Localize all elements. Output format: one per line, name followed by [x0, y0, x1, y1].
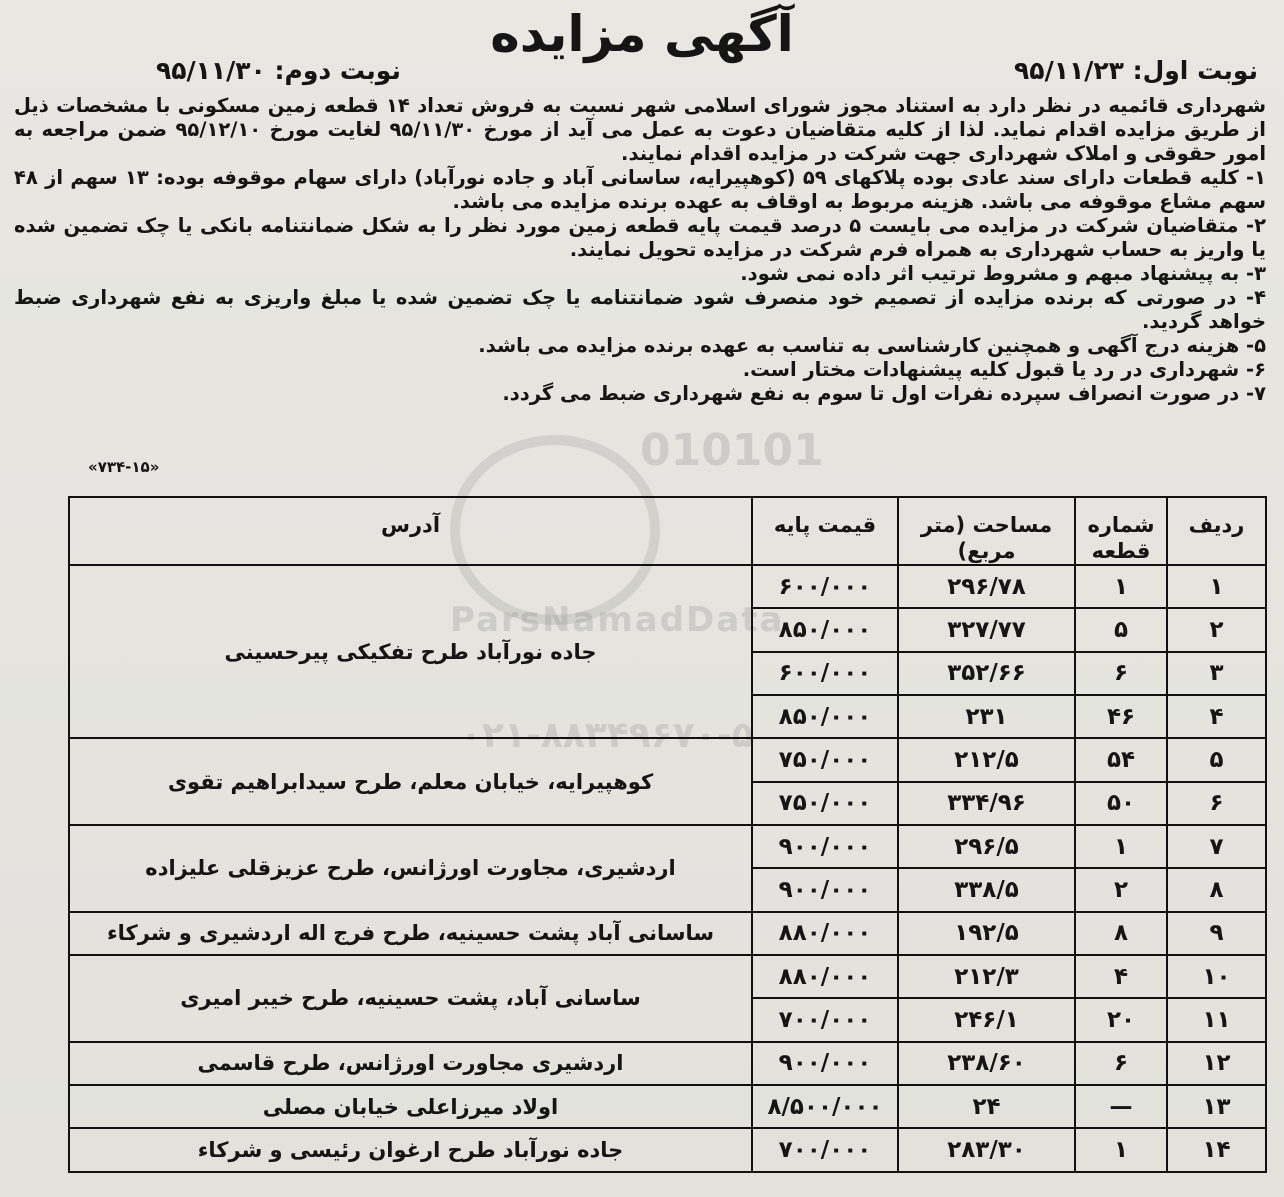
cell-area: ۲۴: [898, 1085, 1075, 1128]
cell-price: ۹۰۰/۰۰۰: [752, 825, 898, 868]
cell-address: جاده نورآباد طرح ارغوان رئیسی و شرکاء: [69, 1128, 752, 1172]
cell-price: ۸۸۰/۰۰۰: [752, 955, 898, 998]
table-row: [69, 1042, 1266, 1085]
cell-parcel: ۲: [1075, 868, 1167, 911]
cell-address: اولاد میرزاعلی خیابان مصلی: [69, 1085, 752, 1128]
cell-parcel: ۵۰: [1075, 782, 1167, 825]
cell-price: ۹۰۰/۰۰۰: [752, 1042, 898, 1085]
header-area: مساحت (متر مربع): [898, 497, 1075, 565]
cell-price: ۷۵۰/۰۰۰: [752, 782, 898, 825]
cell-radif: ۱۴: [1167, 1128, 1266, 1172]
cell-price: ۸۵۰/۰۰۰: [752, 608, 898, 651]
cell-radif: ۸: [1167, 868, 1266, 911]
cell-area: ۳۲۷/۷۷: [898, 608, 1075, 651]
cell-parcel: ۱: [1075, 825, 1167, 868]
header-address: آدرس: [69, 497, 752, 565]
cell-parcel: ۱: [1075, 1128, 1167, 1172]
cell-price: ۷۵۰/۰۰۰: [752, 738, 898, 781]
cell-parcel: ۱: [1075, 565, 1167, 608]
cell-price: ۷۰۰/۰۰۰: [752, 1128, 898, 1172]
header-base-price: قیمت پایه: [752, 497, 898, 565]
cell-area: ۲۹۶/۵: [898, 825, 1075, 868]
cell-parcel: ۴: [1075, 955, 1167, 998]
header-radif: ردیف: [1167, 497, 1266, 565]
first-publication-date: نوبت اول: ۹۵/۱۱/۲۳: [1014, 56, 1258, 85]
cell-radif: ۴: [1167, 695, 1266, 738]
table-row: [69, 912, 1266, 955]
second-publication-date: نوبت دوم: ۹۵/۱۱/۳۰: [156, 56, 401, 85]
cell-price: ۶۰۰/۰۰۰: [752, 565, 898, 608]
cell-radif: ۵: [1167, 738, 1266, 781]
condition-4: ۴- در صورتی که برنده مزایده از تصمیم خود منصرف شود ضمانتنامه یا چک تضمین شده یا مبلغ واریزی به نفع شهرداری ضبط خواهد گردید.: [14, 286, 1266, 333]
condition-2: ۲- متقاضیان شرکت در مزایده می بایست ۵ درصد قیمت پایه قطعه زمین مورد نظر را به شکل ضمانتنامه بانکی یا چک تضمین شده یا واریز به حساب شهرداری به همراه فرم شرکت در مزایده تحویل نمایند.: [14, 214, 1266, 261]
cell-price: ۸۸۰/۰۰۰: [752, 912, 898, 955]
cell-radif: ۹: [1167, 912, 1266, 955]
cell-radif: ۷: [1167, 825, 1266, 868]
cell-area: ۲۱۲/۳: [898, 955, 1075, 998]
cell-area: ۲۸۳/۳۰: [898, 1128, 1075, 1172]
header-parcel-number: شماره قطعه: [1075, 497, 1167, 565]
cell-area: ۲۳۱: [898, 695, 1075, 738]
notice-body: [14, 94, 1266, 406]
cell-parcel: —: [1075, 1085, 1167, 1128]
cell-address: ساسانی آباد پشت حسینیه، طرح فرج اله اردشیری و شرکاء: [69, 912, 752, 955]
cell-address: اردشیری مجاورت اورژانس، طرح قاسمی: [69, 1042, 752, 1085]
notice-code: «۷۳۴-۱۵»: [88, 458, 160, 476]
watermark-number: 010101: [640, 425, 824, 476]
condition-6: ۶- شهرداری در رد یا قبول کلیه پیشنهادات مختار است.: [742, 358, 1266, 381]
cell-price: ۸/۵۰۰/۰۰۰: [752, 1085, 898, 1128]
notice-title: آگهی مزایده: [490, 5, 794, 63]
cell-parcel: ۶: [1075, 1042, 1167, 1085]
cell-parcel: ۸: [1075, 912, 1167, 955]
cell-area: ۲۴۶/۱: [898, 998, 1075, 1041]
condition-3: ۳- به پیشنهاد مبهم و مشروط ترتیب اثر داده نمی شود.: [740, 262, 1266, 285]
cell-area: ۲۱۲/۵: [898, 738, 1075, 781]
cell-address: اردشیری، مجاورت اورژانس، طرح عزیزقلی علیزاده: [69, 825, 752, 912]
cell-radif: ۲: [1167, 608, 1266, 651]
cell-parcel: ۴۶: [1075, 695, 1167, 738]
cell-area: ۳۵۲/۶۶: [898, 652, 1075, 695]
cell-radif: ۶: [1167, 782, 1266, 825]
cell-parcel: ۲۰: [1075, 998, 1167, 1041]
cell-area: ۲۹۶/۷۸: [898, 565, 1075, 608]
cell-area: ۳۳۴/۹۶: [898, 782, 1075, 825]
table-row: [69, 565, 1266, 608]
cell-radif: ۱۳: [1167, 1085, 1266, 1128]
cell-address: ساسانی آباد، پشت حسینیه، طرح خیبر امیری: [69, 955, 752, 1042]
table-row: [69, 955, 1266, 998]
cell-radif: ۱۲: [1167, 1042, 1266, 1085]
table-row: [69, 825, 1266, 868]
cell-address: کوهپیرایه، خیابان معلم، طرح سیدابراهیم تقوی: [69, 738, 752, 825]
cell-price: ۸۵۰/۰۰۰: [752, 695, 898, 738]
condition-1: ۱- کلیه قطعات دارای سند عادی بوده پلاکهای ۵۹ (کوهپیرایه، ساسانی آباد و جاده نورآباد) دارای سهام موقوفه بوده: ۱۳ سهم از ۴۸ سهم مشاع موقوفه می باشد. هزینه مربوط به اوقاف به عهده برنده مزایده می باشد.: [14, 166, 1266, 213]
watermark-phone: ۰۲۱-۸۸۳۴۹۶۷۰-۵: [460, 715, 754, 756]
cell-price: ۶۰۰/۰۰۰: [752, 652, 898, 695]
cell-parcel: ۵۴: [1075, 738, 1167, 781]
cell-price: ۹۰۰/۰۰۰: [752, 868, 898, 911]
cell-price: ۷۰۰/۰۰۰: [752, 998, 898, 1041]
notice-intro: شهرداری قائمیه در نظر دارد به استناد مجوز شورای اسلامی شهر نسبت به فروش تعداد ۱۴ قطعه زمین مسکونی با مشخصات ذیل از طریق مزایده اقدام نماید. لذا از کلیه متقاضیان دعوت به عمل می آید از مورخ ۹۵/۱۱/۳۰ لغایت مورخ ۹۵/۱۲/۱۰ ضمن مراجعه به امور حقوقی و املاک شهرداری جهت شرکت در مزایده اقدام نمایند.: [14, 94, 1266, 165]
cell-radif: ۳: [1167, 652, 1266, 695]
cell-radif: ۱: [1167, 565, 1266, 608]
table-row: [69, 1128, 1266, 1172]
cell-area: ۲۳۸/۶۰: [898, 1042, 1075, 1085]
watermark-brand: ParsNamadData: [450, 600, 785, 640]
cell-address: جاده نورآباد طرح تفکیکی پیرحسینی: [69, 565, 752, 738]
cell-area: ۳۳۸/۵: [898, 868, 1075, 911]
parcels-table: [68, 496, 1267, 1173]
condition-5: ۵- هزینه درج آگهی و همچنین کارشناسی به تناسب به عهده برنده مزایده می باشد.: [478, 334, 1266, 357]
table-header-row: [69, 497, 1266, 565]
cell-parcel: ۶: [1075, 652, 1167, 695]
cell-parcel: ۵: [1075, 608, 1167, 651]
cell-radif: ۱۰: [1167, 955, 1266, 998]
condition-7: ۷- در صورت انصراف سپرده نفرات اول تا سوم به نفع شهرداری ضبط می گردد.: [502, 382, 1266, 405]
cell-area: ۱۹۲/۵: [898, 912, 1075, 955]
table-row: [69, 738, 1266, 781]
cell-radif: ۱۱: [1167, 998, 1266, 1041]
table-row: [69, 1085, 1266, 1128]
